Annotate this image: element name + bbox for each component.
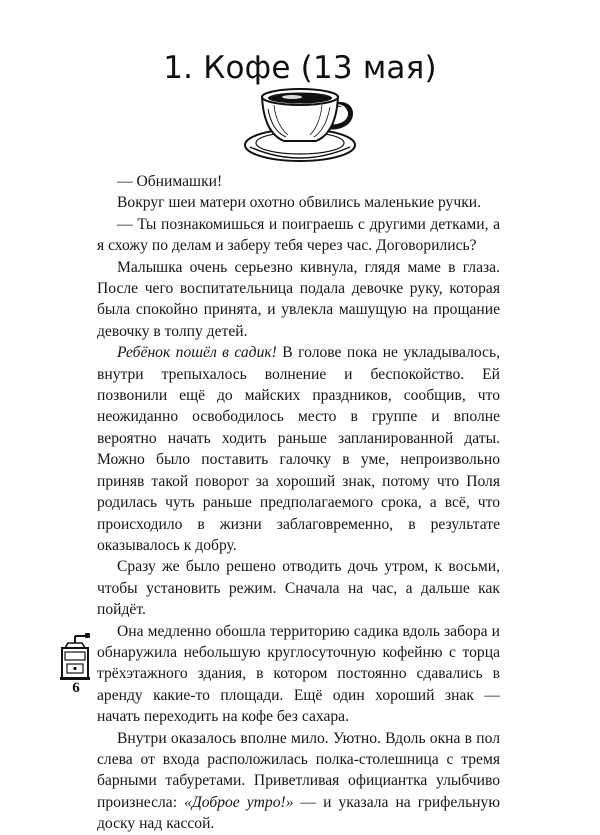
- paragraph-5: Ребёнок пошёл в садик! В голове пока не укладывалось, внутри трепыхалось волнение и беспокойство. Ей позвонили ещё до майских праздников, сообщив, что неожиданно освободилось место в группе и вполне вероятно начать ходить раньше запланированной даты. Можно было поставить галочку в уме, непроизвольно приняв такой поворот за хороший знак, потому что Поля родилась чуть раньше предполагаемого срока, а всё, что происходило в жизни заблаговременно, в результате оказывалось к добру.: [97, 344, 500, 554]
- paragraph-3: — Ты познакомишься и поиграешь с другими детками, а я схожу по делам и заберу тебя через час. Договорились?: [97, 215, 500, 255]
- italic-phrase: Ребёнок пошёл в садик!: [117, 344, 277, 362]
- paragraph-4: Малышка очень серьезно кивнула, глядя маме в глаза. После чего воспитательница подала девочке руку, которая была спокойно принята, и увлекла машущую на прощание девочку в толпу детей.: [97, 258, 500, 340]
- coffee-grinder-icon: [58, 632, 92, 680]
- paragraph-2: Вокруг шеи матери охотно обвились маленькие ручки.: [117, 194, 482, 212]
- paragraph-6: Сразу же было решено отводить дочь утром, к восьми, чтобы установить режим. Сначала на час, а дальше как пойдёт.: [97, 558, 500, 619]
- paragraph-8: Внутри оказалось вполне мило. Уютно. Вдоль окна в пол слева от входа расположилась полка-столешница с тремя барными табуретами. Приветливая официантка улыбчиво произнесла: «Доброе утро!» — и указала на грифельную доску над кассой.: [97, 729, 500, 833]
- paragraph-1: — Обнимашки!: [117, 173, 223, 190]
- coffee-cup-icon: [242, 83, 358, 169]
- italic-quote: «Доброе утро!»: [184, 793, 294, 811]
- page-number: 6: [72, 680, 80, 696]
- paragraph-7: Она медленно обошла территорию садика вдоль забора и обнаружила небольшую круглосуточную кофейню с торца трёхэтажного здания, в котором постоянно сдавались в аренду какие-то площади. Ещё один хороший знак — начать переходить на кофе без сахара.: [97, 622, 500, 726]
- chapter-title: 1. Кофе (13 мая): [163, 50, 437, 86]
- body-text: [97, 171, 500, 835]
